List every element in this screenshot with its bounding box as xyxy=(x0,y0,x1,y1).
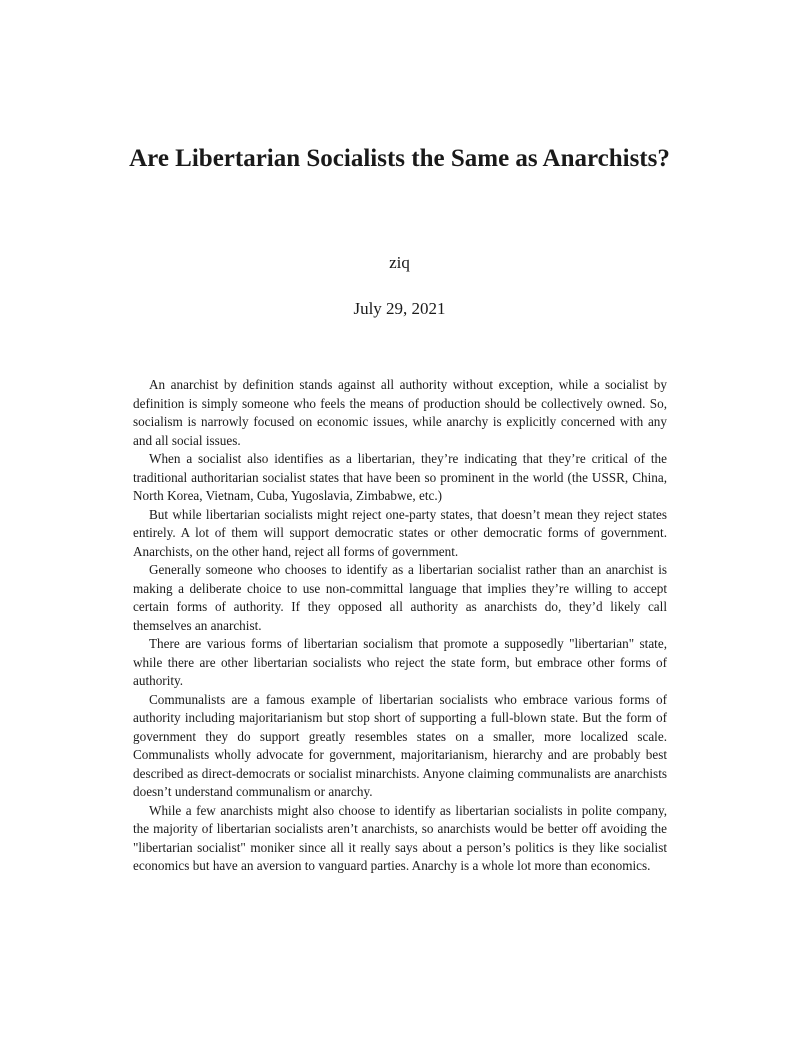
author-name: ziq xyxy=(389,253,410,272)
article-body xyxy=(133,376,667,876)
paragraph: An anarchist by definition stands against all authority without exception, while a socialist by definition is simply someone who feels the means of production should be collectively owned. So, socialism is narrowly focused on economic issues, while anarchy is explicitly concerned with any and all social issues. xyxy=(133,377,667,448)
paragraph: While a few anarchists might also choose to identify as libertarian socialists in polite company, the majority of libertarian socialists aren’t anarchists, so anarchists would be better off avoiding the "libertarian socialist" moniker since all it really says about a person’s politics is they like socialist economics but have an aversion to vanguard parties. Anarchy is a whole lot more than economics. xyxy=(133,802,667,873)
page-title: Are Libertarian Socialists the Same as Anarchists? xyxy=(129,145,670,172)
publication-date: July 29, 2021 xyxy=(353,299,446,318)
paragraph: Communalists are a famous example of libertarian socialists who embrace various forms of authority including majoritarianism but stop short of supporting a full-blown state. But the form of government they do support greatly resembles states on a smaller, more localized scale. Communalists wholly advocate for government, majoritarianism, hierarchy and are probably best described as direct-democrats or socialist minarchists. Anyone claiming communalists are anarchists doesn’t understand communalism or anarchy. xyxy=(133,691,667,799)
paragraph: But while libertarian socialists might reject one-party states, that doesn’t mean they reject states entirely. A lot of them will support democratic states or other democratic forms of government. Anarchists, on the other hand, reject all forms of government. xyxy=(133,506,667,559)
paragraph: There are various forms of libertarian socialism that promote a supposedly "libertarian" state, while there are other libertarian socialists who reject the state form, but embrace other forms of authority. xyxy=(133,636,667,688)
paragraph: Generally someone who chooses to identify as a libertarian socialist rather than an anarchist is making a deliberate choice to use non-committal language that implies they’re willing to accept certain forms of authority. If they opposed all authority as anarchists do, they’d likely call themselves an anarchist. xyxy=(133,562,667,633)
paragraph: When a socialist also identifies as a libertarian, they’re indicating that they’re critical of the traditional authoritarian socialist states that have been so prominent in the world (the USSR, China, North Korea, Vietnam, Cuba, Yugoslavia, Zimbabwe, etc.) xyxy=(133,451,667,503)
